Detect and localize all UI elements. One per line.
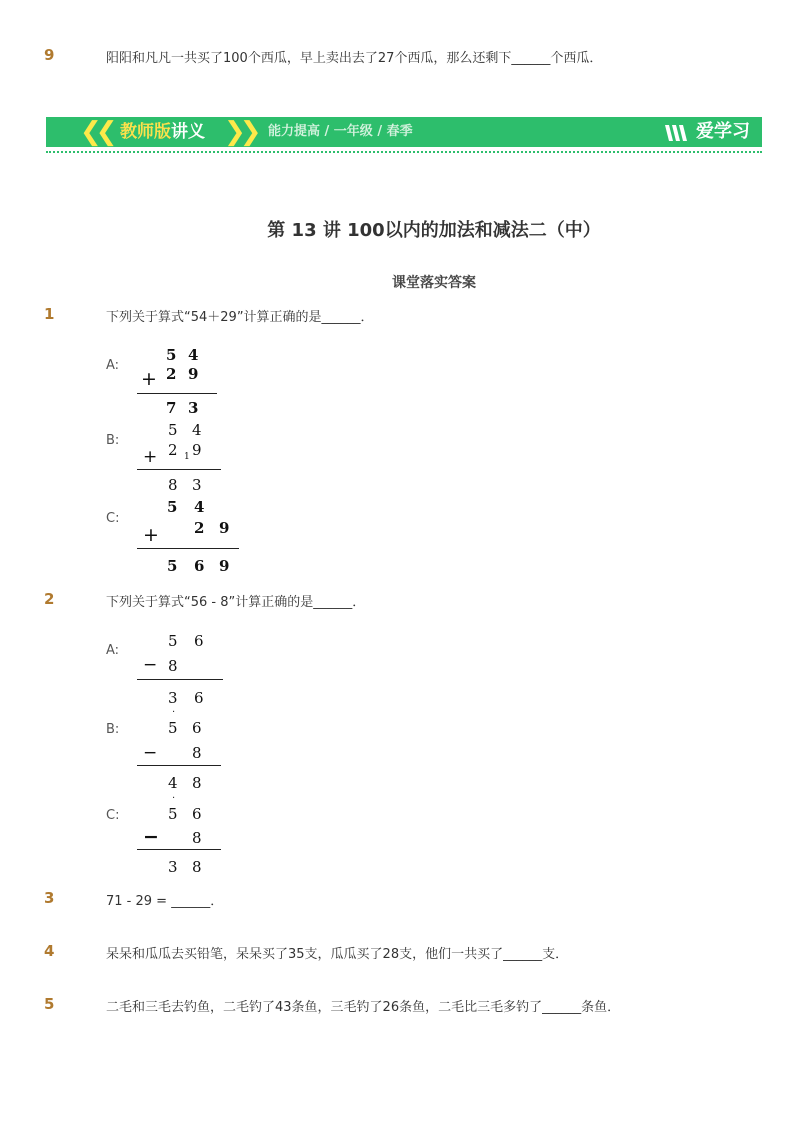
logo-icon — [664, 123, 692, 143]
borrow-dot: · — [172, 793, 176, 804]
option-label: B: — [106, 722, 120, 737]
question-number: 5 — [44, 995, 55, 1013]
borrow-dot: · — [172, 707, 176, 718]
banner-title: 教师版讲义 — [120, 122, 205, 142]
option-label: B: — [106, 433, 120, 448]
question-text: 二毛和三毛去钓鱼，二毛钓了43条鱼，三毛钓了26条鱼，二毛比三毛多钓了______条鱼． — [106, 1000, 621, 1015]
question-number: 4 — [44, 942, 55, 960]
question-number: 1 — [44, 305, 55, 323]
question-text: 阳阳和凡凡一共买了100个西瓜，早上卖出去了27个西瓜，那么还剩下______个西瓜． — [106, 51, 603, 66]
question-number: 2 — [44, 590, 55, 608]
question-text: 呆呆和瓜瓜去买铅笔，呆呆买了35支，瓜瓜买了28支，他们一共买了______支． — [106, 947, 569, 962]
banner-divider — [46, 151, 762, 153]
question-text: 下列关于算式“56 - 8”计算正确的是______． — [106, 595, 366, 610]
question-text: 下列关于算式“54＋29”计算正确的是______． — [106, 310, 374, 325]
header-banner: ❮❮ 教师版讲义 ❯❯ 能力提高 / 一年级 / 春季 爱学习 — [46, 117, 762, 147]
question-text: 71 - 29 = ______． — [106, 894, 224, 909]
option-label: C: — [106, 511, 120, 526]
question-number: 3 — [44, 889, 55, 907]
breadcrumb: 能力提高 / 一年级 / 春季 — [268, 124, 413, 139]
option-label: A: — [106, 358, 120, 373]
lesson-title: 第 13 讲 100以内的加法和减法二（中） — [267, 220, 601, 241]
option-label: C: — [106, 808, 120, 823]
section-title: 课堂落实答案 — [392, 275, 476, 291]
chevron-right-icon: ❯❯ — [224, 117, 256, 147]
chevron-left-icon: ❮❮ — [80, 117, 112, 147]
carry-mark: 1 — [184, 452, 190, 462]
option-label: A: — [106, 643, 120, 658]
question-number: 9 — [44, 46, 55, 64]
